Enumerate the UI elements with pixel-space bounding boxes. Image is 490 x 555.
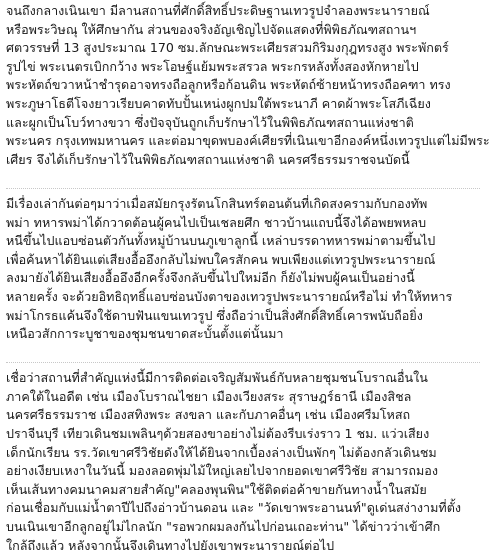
text-line: บนเนินเขาอีกลูกอยู่ไม่ไกลนัก "รอพวกผมลงกันไปก่อนเถอะท่าน" ได้ข่าวว่าเข้าศึก [6,519,441,535]
text-line: พระนคร กรุงเทพมหานคร และต่อมาขุดพบองค์เศียรที่เนินเขาอีกองค์หนึ่งเทวรูปแต่ไม่มีพระ [6,133,490,149]
text-line: เหนือวสักการะบูชาของชุมชนขาดสะบั้นตั้งแต่นั้นมา [6,326,284,342]
paragraph-divider [6,344,480,364]
text-line: ใกล้ถึงแล้ว หลังจากนั้นจึงเดินทางไปยังเขาพระนารายณ์ต่อไป [6,537,335,553]
text-line: จนถึงกลางเนินเขา มีลานสถานที่ศักดิ์สิทธิ์ประดิษฐานเทวรูปจำลองพระนารายณ์ [6,3,430,18]
text-line: มีเรื่องเล่ากันต่อๆมาว่าเมื่อสมัยกรุงรัตนโกสินทร์ตอนต้นที่เกิดสงครามกับกองทัพ [6,195,428,211]
text-line: หลายครั้ง จะด้วยอิทธิฤทธิ์แอบซ่อนบังตาของเทวรูปพระนารายณ์หรือไม่ ทำให้ทหาร [6,288,453,304]
text-line: และผูกเป็นโบว์ทางขวา ซึ่งปัจจุบันถูกเก็บรักษาไว้ในพิพิธภัณฑสถานแห่งชาติ [6,114,414,130]
text-line: รูปไข่ พระเนตรเบิกกว้าง พระโอษฐ์แย้มพระสรวล พระกรหลังทั้งสองหักหายไป [6,58,419,74]
text-line: พระหัตถ์ขวาหน้าชำรุดอาจทรงถือลูกหรือก้อนดิน พระหัตถ์ซ้ายหน้าทรงถือคฑา ทรง [6,77,451,93]
text-line: พม่า ทหารพม่าได้กวาดต้อนผู้คนไปเป็นเชลยศึก ชาวบ้านแถบนี้จึงได้อพยพหลบ [6,214,427,230]
text-line: ภาคใต้ในอดีต เช่น เมืองโบราณไชยา เมืองเวียงสระ สุราษฎร์ธานี เมืองสิชล [6,388,412,404]
text-line: เศียร จึงได้เก็บรักษาไว้ในพิพิธภัณฑสถานแห่งชาติ นครศรีธรรมราชจนบัดนี้ [6,151,410,167]
text-line: เชื่อว่าสถานที่สำคัญแห่งนี้มีการติดต่อเจริญสัมพันธ์กับหลายชุมชนโบราณอื่นใน [6,370,428,386]
paragraph-divider [6,169,480,189]
text-line: อย่างเงียบเหงาในวันนี้ มองลอดพุ่มไม้ใหญ่เลยไปจากยอดเขาศรีวิชัย สามารถมอง [6,463,438,479]
text-line: หนีขึ้นไปแอบซ่อนตัวกันทั้งหมู่บ้านบนภูเขาลูกนี้ เหล่าบรรดาทหารพม่าตามขึ้นไป [6,233,436,249]
text-line: หรือพระวิษณุ ให้ศึกษากัน ส่วนของจริงอัญเชิญไปจัดแสดงที่พิพิธภัณฑสถานฯ [6,21,417,37]
paragraph-trade-routes [6,369,480,555]
paragraph-legend [6,195,480,344]
text-line: เห็นเส้นทางคมนาคมสายสำคัญ"คลองพุนพิน"ใช้ติดต่อค้าขายกันทางน้ำในสมัย [6,481,427,497]
text-line: พม่าโกรธแค้นจึงใช้ดาบฟันแขนเทวรูป ซึ่งถือว่าเป็นสิ่งศักดิ์สิทธิ์เคารพนับถือยิ่ง [6,307,423,323]
paragraph-vishnu-statue [6,2,490,169]
text-line: ก่อนเชื่อมกับแม่น้ำตาปีไปถึงอ่าวบ้านดอน และ "วัดเขาพระอานนท์"ดูเด่นสง่างามที่ตั้ง [6,500,462,516]
text-line: พระภูษาโธตีโจงยาวเรียบคาดทับปั้นเหน่งผูกปมใต้พระนาภี คาดผ้าพระโสภีเฉียง [6,95,431,111]
text-line: ลงมายังได้ยินเสียงอื้ออึงอีกครั้งจึงกลับขึ้นไปใหม่อีก ก็ยังไม่พบผู้คนเป็นอย่างนี้ [6,270,415,286]
text-line: ปราจีนบุรี เทียวเดินชมเพลินๆด้วยสองขาอย่างไม่ต้องรีบเร่งราว 1 ชม. แว่วเสียง [6,426,430,442]
text-line: เพื่อค้นหาได้ยินแต่เสียงอื้ออึงกลับไม่พบใครสักคน พบเพียงแต่เทวรูปพระนารายณ์ [6,251,436,267]
text-line: นครศรีธรรมราช เมืองสทิงพระ สงขลา และกับภาคอื่นๆ เช่น เมืองศรีมโหสถ [6,407,411,423]
text-line: เด็กนักเรียน รร.วัดเขาศรีวิชัยดังให้ได้ยินจากเบื้องล่างเป็นพักๆ ไม่ต้องกลัวเดินชม [6,444,437,460]
text-line: ศตวรรษที่ 13 สูงประมาณ 170 ซม.ลักษณะพระเศียรสวมกิริมงกุฎทรงสูง พระพักตร์ [6,40,449,56]
